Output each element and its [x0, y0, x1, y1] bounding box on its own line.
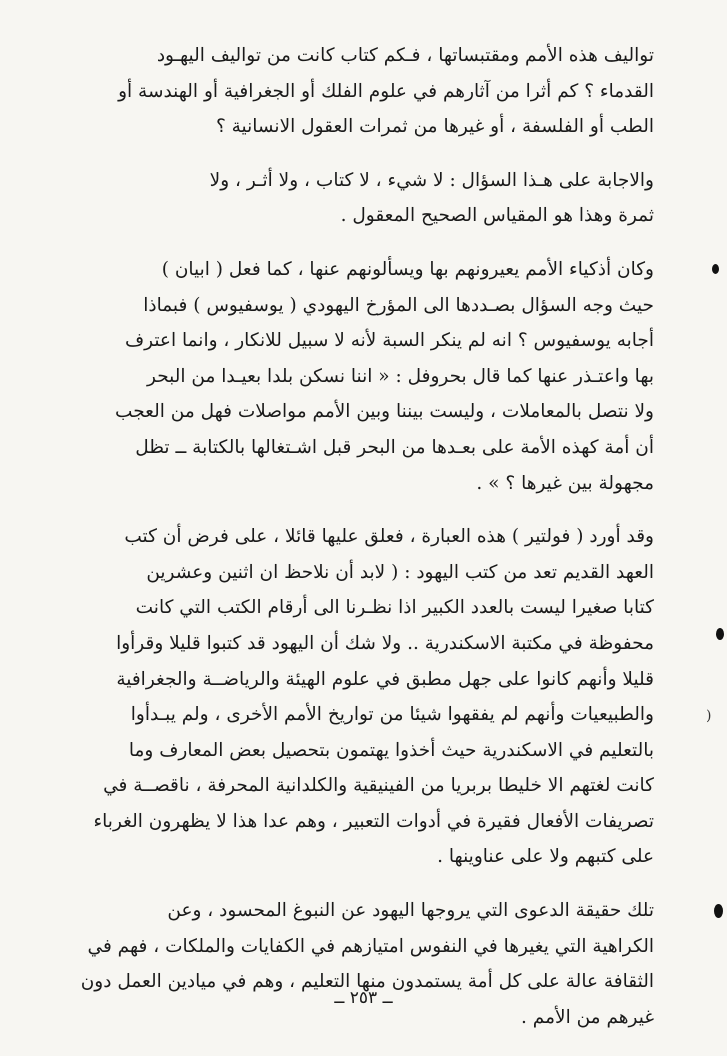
text-line: وكان أذكياء الأمم يعيرونهم بها ويسألونهم عنها ، كما فعل ( ابيان )	[161, 258, 654, 280]
paragraph-5	[72, 893, 654, 1035]
margin-bullet-mark	[716, 628, 724, 640]
text-line: القدماء ؟ كم أثرا من آثارهم في علوم الفلك أو الجغرافية أو الهندسة أو	[118, 80, 654, 102]
text-line: ثمرة وهذا هو المقياس الصحيح المعقول .	[340, 205, 654, 227]
text-line: تواليف هذه الأمم ومقتبساتها ، فـكم كتاب كانت من تواليف اليهـود	[156, 45, 654, 66]
paragraph-2	[72, 163, 654, 234]
text-line: مجهولة بين غيرها ؟ » .	[476, 472, 654, 494]
text-line: غيرهم من الأمم .	[521, 1006, 654, 1028]
text-line: الثقافة عالة على كل أمة يستمدون منها التعليم ، وهم في ميادين العمل دون	[80, 971, 654, 993]
book-page-text	[72, 38, 654, 1035]
text-line: الطب أو الفلسفة ، أو غيرها من ثمرات العقول الانسانية ؟	[215, 116, 654, 138]
text-line: والاجابة على هـذا السؤال : لا شيء ، لا كتاب ، ولا أثـر ، ولا	[209, 169, 654, 191]
text-line: العهد القديم تعد من كتب اليهود : ( لابد أن نلاحظ ان اثنين وعشرين	[146, 561, 654, 583]
text-line: حيث وجه السؤال بصـددها الى المؤرخ اليهودي ( يوسفيوس ) فبماذا	[143, 294, 654, 316]
text-line: أجابه يوسفيوس ؟ انه لم ينكر السبة لأنه لا سبيل للانكار ، وانما اعترف	[124, 330, 654, 352]
margin-bullet-mark	[712, 264, 719, 274]
text-line: كتابا صغيرا ليست بالعدد الكبير اذا نظـرنا الى أرقام الكتب التي كانت	[135, 597, 654, 619]
text-line: كانت لغتهم الا خليطا بربريا من الفينيقية والكلدانية المحرفة ، ناقصــة في	[103, 775, 654, 797]
text-line: الكراهية التي يغيرها في النفوس امتيازهم في الكفايات والملكات ، فهم في	[87, 935, 654, 957]
text-line: وقد أورد ( فولتير ) هذه العبارة ، فعلق عليها قائلا ، على فرض أن كتب	[124, 526, 654, 548]
text-line: أن أمة كهذه الأمة على بعـدها من البحر قبل اشـتغالها بالكتابة ــ تظل	[135, 436, 654, 458]
text-line: ولا نتصل بالمعاملات ، وليست بيننا وبين الأمم مواصلات فهل من العجب	[115, 401, 654, 423]
text-line: بها واعتـذر عنها كما قال بحروفل : « اننا نسكن بلدا بعيـدا من البحر	[146, 365, 654, 387]
text-line: تلك حقيقة الدعوى التي يروجها اليهود عن النبوغ المحسود ، وعن	[167, 900, 654, 922]
text-line: قليلا وأنهم كانوا على جهل مطبق في علوم الهيئة والرياضــة والجغرافية	[116, 668, 654, 690]
paragraph-1	[72, 38, 654, 145]
text-line: تصريفات الأفعال فقيرة في أدوات التعبير ، وهم عدا هذا لا يظهرون الغرباء	[93, 810, 654, 832]
text-line: محفوظة في مكتبة الاسكندرية .. ولا شك أن اليهود قد كتبوا قليلا وقرأوا	[116, 632, 654, 654]
text-line: بالتعليم في الاسكندرية حيث أخذوا يهتمون بتحصيل بعض المعارف وما	[128, 739, 654, 761]
margin-paren-mark: )	[706, 708, 712, 724]
text-line: على كتبهم ولا على عناوينها .	[437, 846, 654, 868]
margin-bullet-mark	[714, 904, 723, 918]
page-number: ــ ٢٥٣ ــ	[334, 988, 393, 1008]
paragraph-4	[72, 519, 654, 875]
text-line: والطبيعيات وأنهم لم يفقهوا شيئا من تواريخ الأمم الأخرى ، ولم يبـدأوا	[130, 704, 654, 726]
paragraph-3	[72, 252, 654, 501]
